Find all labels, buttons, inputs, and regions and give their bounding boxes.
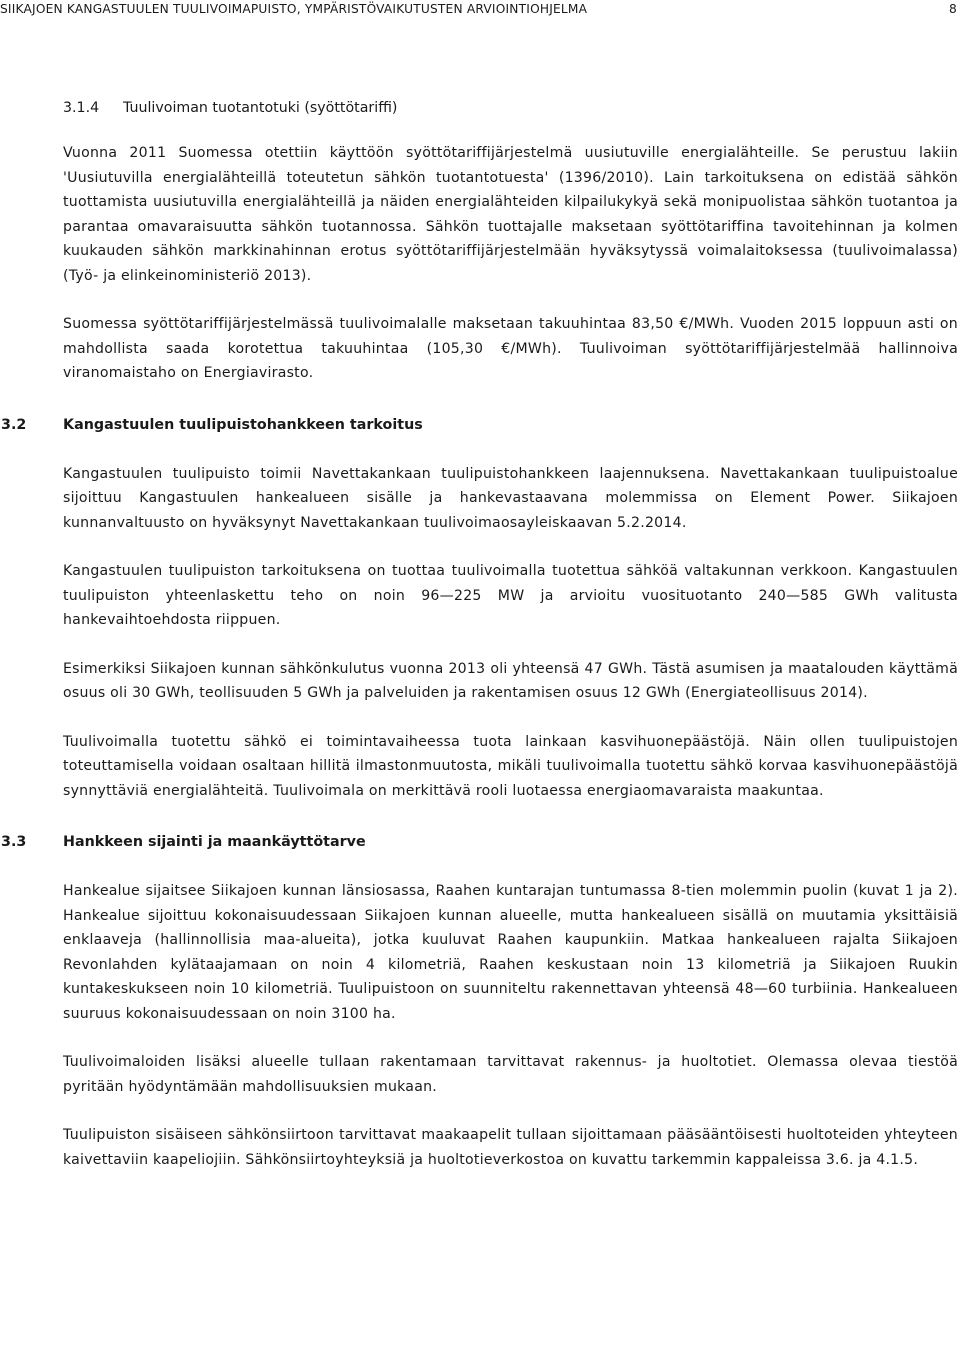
header-title: SIIKAJOEN KANGASTUULEN TUULIVOIMAPUISTO, YMPÄRISTÖVAIKUTUSTEN ARVIOINTIOHJELMA — [0, 2, 588, 16]
paragraph-extension: Kangastuulen tuulipuisto toimii Navettakankaan tuulipuistohankkeen laajennuksena. Navettakankaan tuulipuistoalue sijoittuu Kangastuulen hankealueen sisälle ja hankevastaavana molemmissa on Element Power. Siikajoen kunnanvaltuusto on hyväksynyt Navettakankaan tuulivoimaosayleiskaavan 5.2.2014. — [63, 465, 958, 531]
paragraph-consumption-example: Esimerkiksi Siikajoen kunnan sähkönkulutus vuonna 2013 oli yhteensä 47 GWh. Tästä asumisen ja maatalouden käyttämä osuus oli 30 GWh, teollisuuden 5 GWh ja palveluiden ja rakentamisen osuus 12 GWh (Energiateollisuus 2014). — [63, 660, 958, 701]
paragraph-cables: Tuulipuiston sisäiseen sähkönsiirtoon tarvittavat maakaapelit tullaan sijoittamaan pääsääntöisesti huoltoteiden yhteyteen kaivettaviin kaapeliojiin. Sähkönsiirtoyhteyksiä ja huoltotieverkostoa on kuvattu tarkemmin kappaleissa 3.6. ja 4.1.5. — [63, 1127, 958, 1168]
subsection-heading-3-1-4 — [63, 95, 958, 122]
section-number: 3.2 — [1, 416, 27, 433]
section-heading-3-3 — [1, 829, 958, 855]
paragraph-location: Hankealue sijaitsee Siikajoen kunnan länsiosassa, Raahen kuntarajan tuntumassa 8-tien molemmin puolin (kuvat 1 ja 2). Hankealue sijoittuu kokonaisuudessaan Siikajoen kunnan alueelle, mutta hankealueen sisällä on muutamia yksittäisiä enklaaveja (hallinnollisia maa-alueita), jotka kuuluvat Raahen kaupunkiin. Matkaa hankealueen rajalta Siikajoen Revonlahden kylätaajamaan on noin 4 kilometriä, Raahen keskustaan noin 13 kilometriä ja Siikajoen Ruukin kuntakeskukseen noin 10 kilometriä. Tuulipuistoon on suunniteltu rakennettavan yhteensä 48—60 turbiinia. Hankealueen suuruus kokonaisuudessaan on noin 3100 ha. — [63, 883, 958, 1022]
paragraph-purpose: Kangastuulen tuulipuiston tarkoituksena on tuottaa tuulivoimalla tuotettua sähköä valtakunnan verkkoon. Kangastuulen tuulipuiston yhteenlaskettu teho on noin 96—225 MW ja arvioitu vuosituotanto 240—585 GWh valitusta hankevaihtoehdosta riippuen. — [63, 563, 958, 628]
section-title: Hankkeen sijainti ja maankäyttötarve — [63, 834, 366, 850]
page-header — [0, 2, 960, 22]
subsection-number: 3.1.4 — [63, 100, 100, 116]
paragraph-feed-in-tariff-law: Vuonna 2011 Suomessa otettiin käyttöön syöttötariffijärjestelmä uusiutuville energialähteille. Se perustuu lakiin 'Uusiutuvilla energialähteillä toteutetun sähkön tuotantotuesta' (1396/2010). Lain tarkoituksena on edistää sähkön tuottamista uusiutuvilla energialähteillä ja näiden energialähteiden kilpailukykyä sekä monipuolistaa sähkön tuotantoa ja parantaa omavaraisuutta sähkön tuotannossa. Sähkön tuottajalle maksetaan syöttötariffina tavoitehinnan ja kolmen kuukauden sähkön markkinahinnan erotus syöttötariffijärjestelmään hyväksytyssä voimalaitoksessa (tuulivoimalassa) (Työ- ja elinkeinoministeriö 2013). — [63, 145, 958, 284]
section-number: 3.3 — [1, 834, 27, 850]
subsection-title: Tuulivoiman tuotantotuki (syöttötariffi) — [123, 100, 398, 116]
section-title: Kangastuulen tuulipuistohankkeen tarkoitus — [63, 416, 423, 433]
page-number: 8 — [949, 2, 957, 16]
page-content — [1, 95, 958, 1172]
paragraph-emissions: Tuulivoimalla tuotettu sähkö ei toimintavaiheessa tuota lainkaan kasvihuonepäästöjä. Näin ollen tuulipuistojen toteuttamisella voidaan osaltaan hillitä ilmastonmuutosta, mikäli tuulivoimalla tuotettu sähkö korvaa kasvihuonepäästöjä synnyttäviä energialähteitä. Tuulivoimala on merkittävä rooli luotaessa energiaomavaraista maakuntaa. — [63, 733, 958, 799]
paragraph-roads: Tuulivoimaloiden lisäksi alueelle tullaan rakentamaan tarvittavat rakennus- ja huoltotiet. Olemassa olevaa tiestöä pyritään hyödyntämään mahdollisuuksien mukaan. — [63, 1054, 958, 1095]
paragraph-guaranteed-price: Suomessa syöttötariffijärjestelmässä tuulivoimalalle maksetaan takuuhintaa 83,50 €/MWh. Vuoden 2015 loppuun asti on mahdollista saada korotettua takuuhintaa (105,30 €/MWh). Tuulivoiman syöttötariffijärjestelmää hallinnoiva viranomaistaho on Energiavirasto. — [63, 316, 958, 381]
section-heading-3-2 — [1, 412, 958, 438]
